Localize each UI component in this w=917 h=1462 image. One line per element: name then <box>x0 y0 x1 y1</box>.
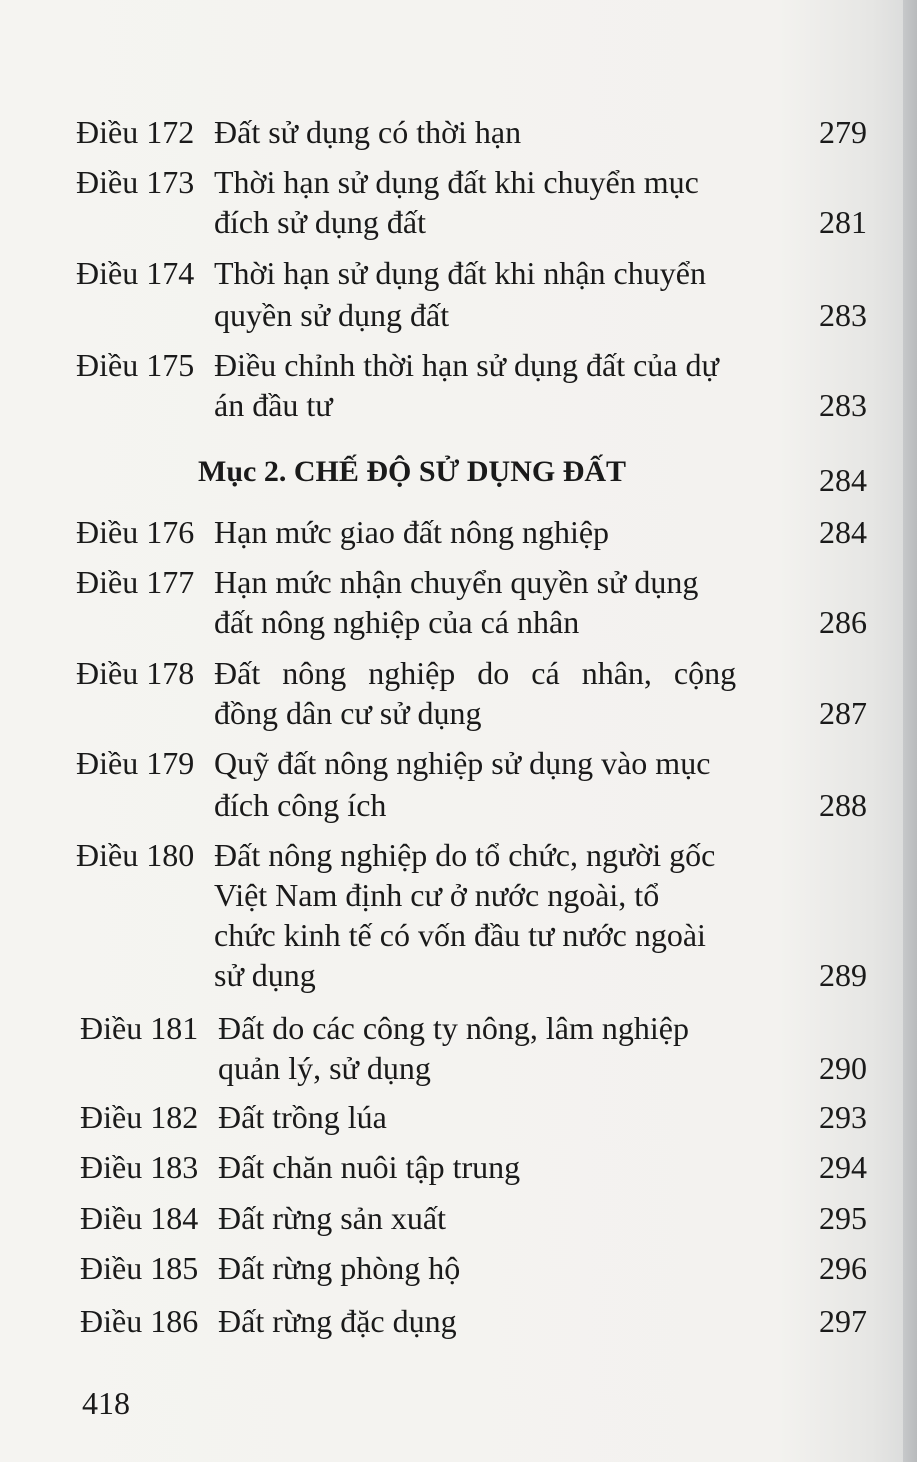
article-title: Đất nông nghiệp do cá nhân, cộng <box>214 655 737 691</box>
article-title-cont: đích sử dụng đất <box>214 204 426 240</box>
article-label: Điều 176 <box>76 514 195 550</box>
article-title: Đất nông nghiệp do tổ chức, người gốc <box>214 837 716 873</box>
article-title-cont: đất nông nghiệp của cá nhân <box>214 604 580 640</box>
article-title: Đất chăn nuôi tập trung <box>218 1149 521 1185</box>
page-ref: 297 <box>819 1303 867 1339</box>
article-title-cont: án đầu tư <box>214 387 333 423</box>
article-label: Điều 177 <box>76 564 195 600</box>
article-label: Điều 183 <box>80 1149 199 1185</box>
article-label: Điều 179 <box>76 745 195 781</box>
article-title-cont: đích công ích <box>214 787 387 823</box>
article-title-cont: quyền sử dụng đất <box>214 297 450 333</box>
page-ref: 294 <box>819 1149 867 1185</box>
page-ref: 283 <box>819 387 867 423</box>
article-title: Điều chỉnh thời hạn sử dụng đất của dự <box>214 347 719 383</box>
page-ref: 296 <box>819 1250 867 1286</box>
article-label: Điều 182 <box>80 1099 199 1135</box>
article-title: Đất do các công ty nông, lâm nghiệp <box>218 1010 689 1046</box>
article-title: Thời hạn sử dụng đất khi nhận chuyển <box>214 255 706 291</box>
article-label: Điều 172 <box>76 114 195 150</box>
article-title: Thời hạn sử dụng đất khi chuyển mục <box>214 164 699 200</box>
page-ref: 288 <box>819 787 867 823</box>
page-ref: 287 <box>819 695 867 731</box>
article-label: Điều 173 <box>76 164 195 200</box>
section-title: Mục 2. CHẾ ĐỘ SỬ DỤNG ĐẤT <box>198 455 627 488</box>
article-title-cont: đồng dân cư sử dụng <box>214 695 482 731</box>
article-title: Đất rừng phòng hộ <box>218 1250 461 1286</box>
article-label: Điều 184 <box>80 1200 199 1236</box>
article-title-cont: Việt Nam định cư ở nước ngoài, tổ <box>214 877 660 913</box>
page-number: 418 <box>82 1385 130 1421</box>
article-label: Điều 178 <box>76 655 195 691</box>
page-ref: 284 <box>819 514 867 550</box>
article-label: Điều 175 <box>76 347 195 383</box>
page-ref: 290 <box>819 1050 867 1086</box>
article-title: Quỹ đất nông nghiệp sử dụng vào mục <box>214 745 711 781</box>
article-title: Đất rừng đặc dụng <box>218 1303 457 1339</box>
article-title: Đất rừng sản xuất <box>218 1200 446 1236</box>
page-ref: 279 <box>819 114 867 150</box>
article-label: Điều 180 <box>76 837 195 873</box>
article-label: Điều 181 <box>80 1010 199 1046</box>
article-title: Đất trồng lúa <box>218 1099 387 1135</box>
page-ref: 295 <box>819 1200 867 1236</box>
article-label: Điều 186 <box>80 1303 199 1339</box>
article-title-cont: chức kinh tế có vốn đầu tư nước ngoài <box>214 917 706 953</box>
page-ref: 293 <box>819 1099 867 1135</box>
article-title: Hạn mức giao đất nông nghiệp <box>214 514 610 550</box>
article-title-cont: quản lý, sử dụng <box>218 1050 431 1086</box>
article-title: Hạn mức nhận chuyển quyền sử dụng <box>214 564 699 600</box>
article-label: Điều 174 <box>76 255 195 291</box>
page-ref: 284 <box>819 462 867 498</box>
article-label: Điều 185 <box>80 1250 199 1286</box>
page-ref: 281 <box>819 204 867 240</box>
article-title-cont: sử dụng <box>214 957 316 993</box>
article-title: Đất sử dụng có thời hạn <box>214 114 522 150</box>
page-edge <box>903 0 917 1462</box>
page-ref: 286 <box>819 604 867 640</box>
page-ref: 283 <box>819 297 867 333</box>
page-ref: 289 <box>819 957 867 993</box>
